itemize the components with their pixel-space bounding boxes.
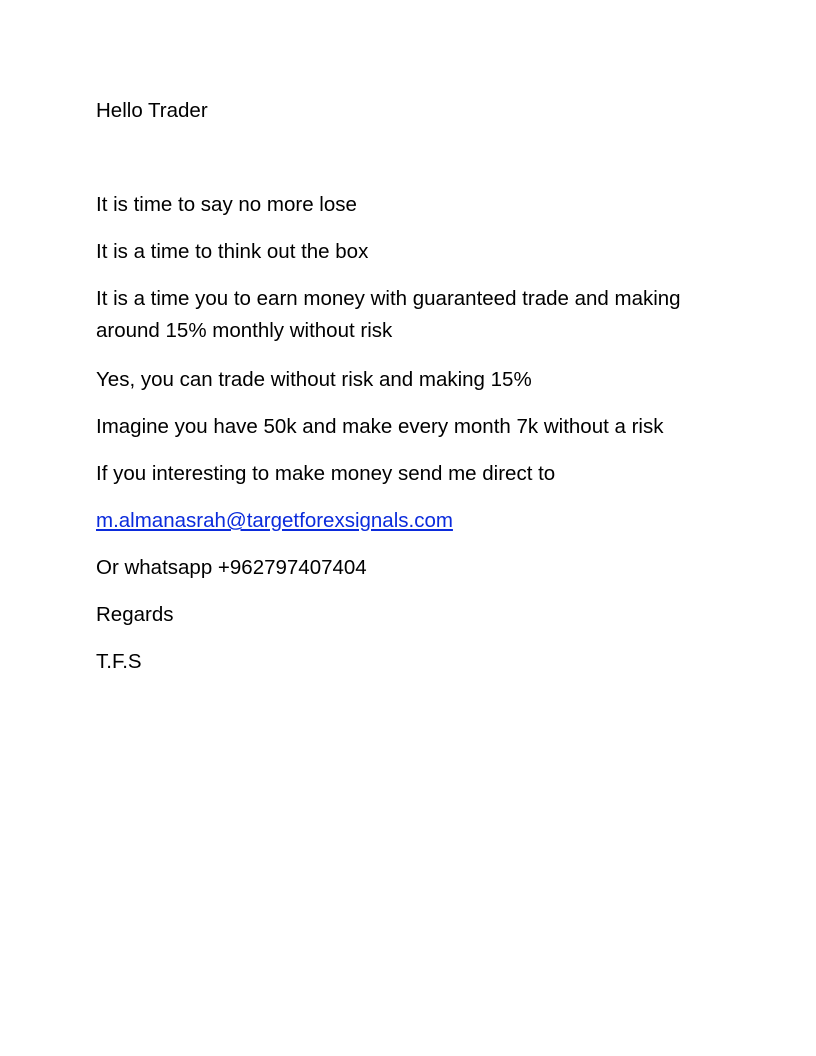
greeting: Hello Trader [96,99,208,122]
paragraph-trade-without-risk: Yes, you can trade without risk and making 15% [96,368,532,391]
paragraph-guaranteed-trade: It is a time you to earn money with guaranteed trade and making around 15% monthly without risk [96,287,681,342]
paragraph-no-more-lose: It is time to say no more lose [96,193,357,216]
paragraph-think-out-box: It is a time to think out the box [96,240,369,263]
whatsapp-line: Or whatsapp +962797407404 [96,556,367,579]
paragraph-contact-request: If you interesting to make money send me direct to [96,462,556,485]
email-link[interactable]: m.almanasrah@targetforexsignals.com [96,509,453,532]
email-line [96,505,453,537]
closing: Regards [96,603,174,626]
paragraph-imagine: Imagine you have 50k and make every month 7k without a risk [96,415,664,438]
signature: T.F.S [96,650,142,673]
